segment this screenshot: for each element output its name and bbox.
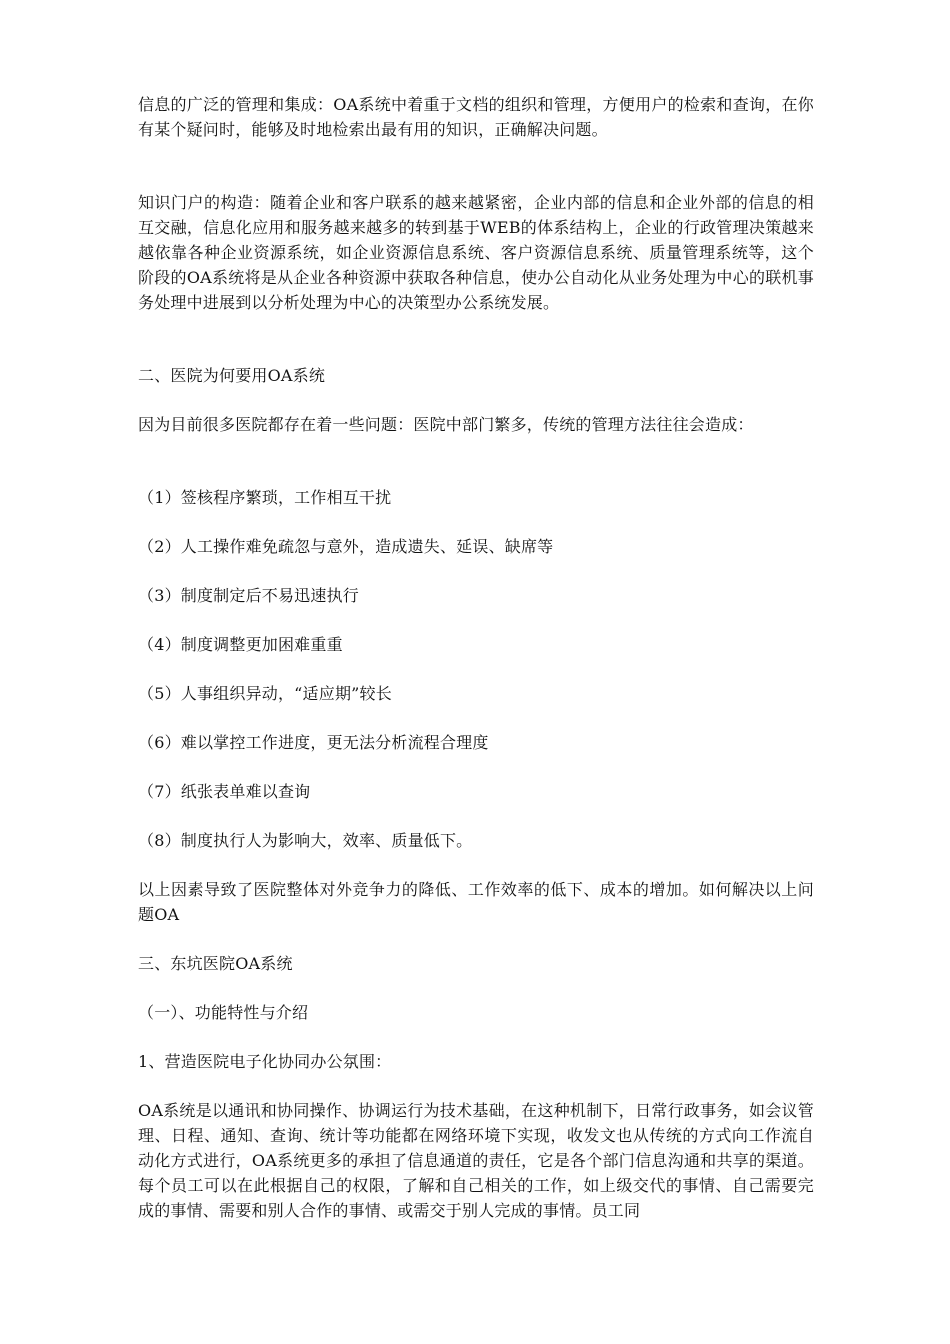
paragraph-info-management: 信息的广泛的管理和集成：OA系统中着重于文档的组织和管理，方便用户的检索和查询，在你有某个疑问时，能够及时地检索出最有用的知识，正确解决问题。	[138, 95, 814, 139]
paragraph-oa-description: OA系统是以通讯和协同操作、协调运行为技术基础，在这种机制下，日常行政事务，如会议管理、日程、通知、查询、统计等功能都在网络环境下实现，收发文也从传统的方式向工作流自动化方式进行，OA系统更多的承担了信息通道的责任，它是各个部门信息沟通和共享的渠道。每个员工可以在此根据自己的权限，了解和自己相关的工作，如上级交代的事情、自己需要完成的事情、需要和别人合作的事情、或需交于别人完成的事情。员工同	[138, 1101, 814, 1220]
paragraph-consequences: 以上因素导致了医院整体对外竞争力的降低、工作效率的低下、成本的增加。如何解决以上问题OA	[138, 880, 814, 924]
list-item: （6）难以掌控工作进度，更无法分析流程合理度	[138, 733, 489, 752]
list-item: （8）制度执行人为影响大，效率、质量低下。	[138, 831, 473, 850]
document-page	[138, 92, 814, 1223]
list-item: （4）制度调整更加困难重重	[138, 635, 343, 654]
subsection-heading-features: （一）、功能特性与介绍	[138, 1003, 309, 1022]
list-item: （3）制度制定后不易迅速执行	[138, 586, 359, 605]
section-heading-why-oa: 二、医院为何要用OA系统	[138, 366, 326, 385]
list-item: （7）纸张表单难以查询	[138, 782, 311, 801]
list-item: （2）人工操作难免疏忽与意外，造成遗失、延误、缺席等	[138, 537, 554, 556]
paragraph-knowledge-portal: 知识门户的构造：随着企业和客户联系的越来越紧密，企业内部的信息和企业外部的信息的相互交融，信息化应用和服务越来越多的转到基于WEB的体系结构上，企业的行政管理决策越来越依靠各种企业资源系统，如企业资源信息系统、客户资源信息系统、质量管理系统等，这个阶段的OA系统将是从企业各种资源中获取各种信息，使办公自动化从业务处理为中心的联机事务处理中进展到以分析处理为中心的决策型办公系统发展。	[138, 193, 814, 312]
list-item: （5）人事组织异动，“适应期”较长	[138, 684, 392, 703]
item-heading-collaboration: 1、营造医院电子化协同办公氛围：	[138, 1052, 392, 1071]
section-heading-dongkeng-oa: 三、东坑医院OA系统	[138, 954, 293, 973]
paragraph-problems-intro: 因为目前很多医院都存在着一些问题：医院中部门繁多，传统的管理方法往往会造成：	[138, 415, 754, 434]
list-item: （1）签核程序繁琐，工作相互干扰	[138, 488, 392, 507]
